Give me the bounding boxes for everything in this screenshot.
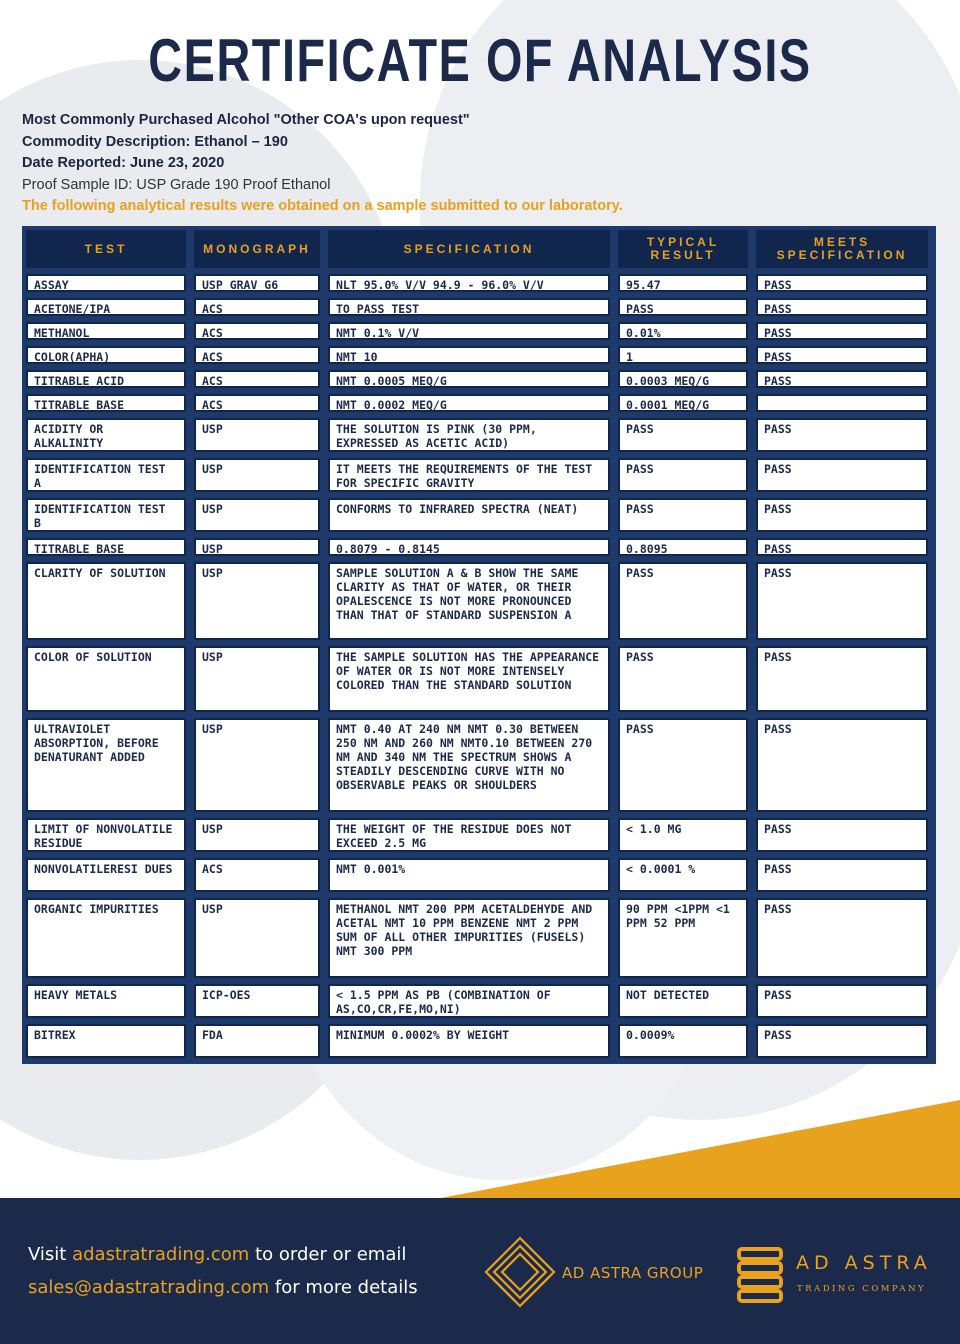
cell-test: IDENTIFICATION TEST B [26, 498, 186, 532]
cell-monograph: USP [194, 818, 320, 852]
cell-test: ACETONE/IPA [26, 298, 186, 316]
cell-test: ULTRAVIOLET ABSORPTION, BEFORE DENATURANT ADDED [26, 718, 186, 812]
cell-typical-result: 0.8095 [618, 538, 748, 556]
cell-specification: NMT 0.0002 MEQ/G [328, 394, 610, 412]
cell-test: ACIDITY OR ALKALINITY [26, 418, 186, 452]
cell-test: NONVOLATILERESI DUES [26, 858, 186, 892]
cell-monograph: USP [194, 538, 320, 556]
cell-monograph: ACS [194, 858, 320, 892]
cell-monograph: ACS [194, 370, 320, 388]
cell-specification: CONFORMS TO INFRARED SPECTRA (NEAT) [328, 498, 610, 532]
header-typical-result: TYPICAL RESULT [618, 230, 748, 268]
cell-specification: THE SAMPLE SOLUTION HAS THE APPEARANCE OF WATER OR IS NOT MORE INTENSELY COLORED THAN THE STANDARD SOLUTION [328, 646, 610, 712]
cell-monograph: ACS [194, 322, 320, 340]
cell-specification: NMT 10 [328, 346, 610, 364]
cell-test: BITREX [26, 1024, 186, 1058]
cell-meets-specification: PASS [756, 298, 928, 316]
cell-monograph: USP GRAV G6 [194, 274, 320, 292]
cell-meets-specification: PASS [756, 818, 928, 852]
cell-typical-result: 90 PPM <1PPM <1 PPM 52 PPM [618, 898, 748, 978]
cell-typical-result: PASS [618, 298, 748, 316]
cell-monograph: ACS [194, 298, 320, 316]
cell-monograph: USP [194, 562, 320, 640]
table-row [26, 646, 932, 712]
details-text: for more details [269, 1277, 418, 1298]
header-monograph: MONOGRAPH [194, 230, 320, 268]
document-meta [22, 110, 922, 218]
table-row [26, 274, 932, 292]
cell-specification: THE SOLUTION IS PINK (30 PPM, EXPRESSED AS ACETIC ACID) [328, 418, 610, 452]
company-name: AD ASTRA [796, 1252, 932, 1274]
table-row [26, 346, 932, 364]
cell-meets-specification: PASS [756, 984, 928, 1018]
cell-specification: METHANOL NMT 200 PPM ACETALDEHYDE AND ACETAL NMT 10 PPM BENZENE NMT 2 PPM SUM OF ALL OTHER IMPURITIES (FUSELS) NMT 300 PPM [328, 898, 610, 978]
cell-typical-result: 0.0001 MEQ/G [618, 394, 748, 412]
cell-monograph: FDA [194, 1024, 320, 1058]
cell-specification: TO PASS TEST [328, 298, 610, 316]
cell-specification: NMT 0.0005 MEQ/G [328, 370, 610, 388]
table-row [26, 858, 932, 892]
cell-monograph: ICP-OES [194, 984, 320, 1018]
cell-test: COLOR(APHA) [26, 346, 186, 364]
website-link[interactable]: adastratrading.com [72, 1244, 250, 1265]
cell-typical-result: PASS [618, 562, 748, 640]
meta-line-commodity-note: Most Commonly Purchased Alcohol "Other COA's upon request" [22, 112, 470, 128]
table-row [26, 418, 932, 452]
cell-test: IDENTIFICATION TEST A [26, 458, 186, 492]
cell-specification: MINIMUM 0.0002% BY WEIGHT [328, 1024, 610, 1058]
cell-specification: NMT 0.001% [328, 858, 610, 892]
cell-specification: NMT 0.1% V/V [328, 322, 610, 340]
cell-meets-specification: PASS [756, 370, 928, 388]
footer-line-1 [28, 1238, 468, 1271]
cell-meets-specification: PASS [756, 646, 928, 712]
cell-typical-result: PASS [618, 718, 748, 812]
cell-typical-result: PASS [618, 418, 748, 452]
cell-typical-result: 1 [618, 346, 748, 364]
cell-typical-result: PASS [618, 498, 748, 532]
meta-line-sample-id: Proof Sample ID: USP Grade 190 Proof Ethanol [22, 176, 331, 193]
table-row [26, 898, 932, 978]
cell-meets-specification: PASS [756, 274, 928, 292]
group-name: AD ASTRA GROUP [562, 1264, 704, 1282]
cell-typical-result: NOT DETECTED [618, 984, 748, 1018]
cell-typical-result: < 0.0001 % [618, 858, 748, 892]
table-row [26, 818, 932, 852]
cell-specification: IT MEETS THE REQUIREMENTS OF THE TEST FOR SPECIFIC GRAVITY [328, 458, 610, 492]
table-row [26, 984, 932, 1018]
company-subtitle: TRADING COMPANY [797, 1284, 927, 1294]
cell-specification: THE WEIGHT OF THE RESIDUE DOES NOT EXCEED 2.5 MG [328, 818, 610, 852]
cell-test: COLOR OF SOLUTION [26, 646, 186, 712]
cell-specification: 0.8079 - 0.8145 [328, 538, 610, 556]
cell-test: HEAVY METALS [26, 984, 186, 1018]
cell-typical-result: 0.0009% [618, 1024, 748, 1058]
cell-specification: NLT 95.0% V/V 94.9 - 96.0% V/V [328, 274, 610, 292]
cell-monograph: ACS [194, 394, 320, 412]
table-body [26, 274, 932, 1058]
cell-meets-specification: PASS [756, 562, 928, 640]
cell-test: METHANOL [26, 322, 186, 340]
cell-meets-specification: PASS [756, 538, 928, 556]
table-row [26, 394, 932, 412]
cell-meets-specification: PASS [756, 322, 928, 340]
cell-meets-specification: PASS [756, 858, 928, 892]
table-row [26, 322, 932, 340]
cell-test: ASSAY [26, 274, 186, 292]
page-title: CERTIFICATE OF ANALYSIS [148, 27, 812, 94]
cell-monograph: ACS [194, 346, 320, 364]
cell-test: ORGANIC IMPURITIES [26, 898, 186, 978]
cell-test: TITRABLE BASE [26, 538, 186, 556]
cell-meets-specification: PASS [756, 718, 928, 812]
order-text: to order or email [249, 1244, 407, 1265]
cell-monograph: USP [194, 498, 320, 532]
ad-astra-trading-logo-icon [736, 1246, 784, 1304]
cell-typical-result: 95.47 [618, 274, 748, 292]
table-row [26, 562, 932, 640]
cell-monograph: USP [194, 718, 320, 812]
cell-test: CLARITY OF SOLUTION [26, 562, 186, 640]
visit-text: Visit [28, 1244, 73, 1265]
cell-meets-specification: PASS [756, 498, 928, 532]
header-test: TEST [26, 230, 186, 268]
table-row [26, 498, 932, 532]
cell-typical-result: PASS [618, 458, 748, 492]
meta-line-commodity: Commodity Description: Ethanol – 190 [22, 133, 288, 150]
cell-specification: SAMPLE SOLUTION A & B SHOW THE SAME CLARITY AS THAT OF WATER, OR THEIR OPALESCENCE IS NOT MORE PRONOUNCED THAN THAT OF STANDARD SUSPENSION A [328, 562, 610, 640]
meta-line-date: Date Reported: June 23, 2020 [22, 155, 225, 171]
cell-meets-specification: PASS [756, 1024, 928, 1058]
footer-line-2 [28, 1271, 468, 1304]
cell-typical-result: 0.0003 MEQ/G [618, 370, 748, 388]
cell-meets-specification: PASS [756, 418, 928, 452]
table-row [26, 298, 932, 316]
table-row [26, 1024, 932, 1058]
cell-specification: NMT 0.40 AT 240 NM NMT 0.30 BETWEEN 250 NM AND 260 NM NMT0.10 BETWEEN 270 NM AND 340 NM THE SPECTRUM SHOWS A STEADILY DESCENDING CURVE WITH NO OBSERVABLE PEAKS OR SHOULDERS [328, 718, 610, 812]
email-link[interactable]: sales@adastratrading.com [28, 1277, 270, 1298]
cell-meets-specification: PASS [756, 458, 928, 492]
cell-meets-specification: PASS [756, 898, 928, 978]
table-row [26, 538, 932, 556]
cell-test: TITRABLE BASE [26, 394, 186, 412]
footer-contact [28, 1238, 468, 1304]
cell-test: LIMIT OF NONVOLATILE RESIDUE [26, 818, 186, 852]
table-row [26, 718, 932, 812]
cell-typical-result: 0.01% [618, 322, 748, 340]
cell-test: TITRABLE ACID [26, 370, 186, 388]
analysis-table [22, 226, 936, 1064]
cell-meets-specification: PASS [756, 346, 928, 364]
cell-monograph: USP [194, 646, 320, 712]
cell-typical-result: PASS [618, 646, 748, 712]
cell-specification: < 1.5 PPM AS PB (COMBINATION OF AS,CO,CR,FE,MO,NI) [328, 984, 610, 1018]
cell-monograph: USP [194, 418, 320, 452]
meta-line-results-note: The following analytical results were obtained on a sample submitted to our laboratory. [22, 198, 623, 214]
header-specification: SPECIFICATION [328, 230, 610, 268]
table-header-row [26, 230, 932, 268]
cell-monograph: USP [194, 898, 320, 978]
cell-typical-result: < 1.0 MG [618, 818, 748, 852]
header-meets-specification: MEETS SPECIFICATION [756, 230, 928, 268]
table-row [26, 370, 932, 388]
cell-monograph: USP [194, 458, 320, 492]
table-row [26, 458, 932, 492]
cell-meets-specification [756, 394, 928, 412]
ad-astra-group-logo-icon [484, 1236, 556, 1308]
